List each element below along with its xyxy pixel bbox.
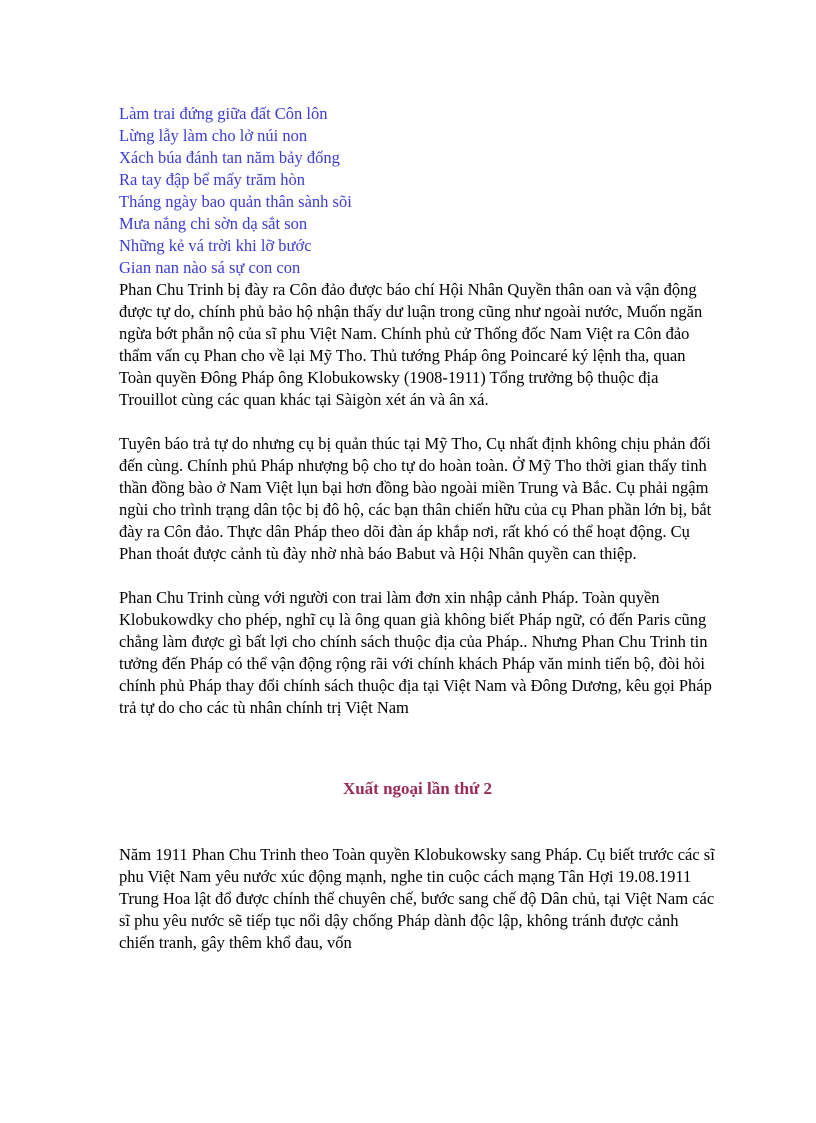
poem	[119, 103, 716, 279]
section-paragraph: Năm 1911 Phan Chu Trinh theo Toàn quyền Klobukowsky sang Pháp. Cụ biết trước các sĩ phu Việt Nam yêu nước xúc động mạnh, nghe tin cuộc cách mạng Tân Hợi 19.08.1911 Trung Hoa lật đổ được chính thể chuyên chế, bước sang chế độ Dân chủ, tại Việt Nam các sĩ phu yêu nước sẽ tiếp tục nổi dậy chống Pháp dành độc lập, không tránh được cảnh chiến tranh, gây thêm khổ đau, vốn	[119, 845, 715, 952]
poem-line: Xách búa đánh tan năm bảy đống	[119, 148, 340, 167]
section-heading: Xuất ngoại lần thứ 2	[342, 779, 493, 798]
paragraph: Tuyên báo trả tự do nhưng cụ bị quản thúc tại Mỹ Tho, Cụ nhất định không chịu phản đối đến cùng. Chính phủ Pháp nhượng bộ cho tự do hoàn toàn. Ở Mỹ Tho thời gian thấy tinh thần đồng bào ở Nam Việt lụn bại hơn đồng bào ngoài miền Trung và Bắc. Cụ phải ngậm ngùi cho trình trạng dân tộc bị đô hộ, các bạn thân chiến hữu của cụ Phan phần lớn bị, bắt đày ra Côn đảo. Thực dân Pháp theo dõi đàn áp khắp nơi, rất khó có thể hoạt động. Cụ Phan thoát được cảnh tù đày nhờ nhà báo Babut và Hội Nhân quyền can thiệp.	[119, 434, 712, 563]
poem-line: Mưa nắng chi sờn dạ sắt son	[119, 214, 308, 233]
paragraph: Phan Chu Trinh cùng với người con trai làm đơn xin nhập cảnh Pháp. Toàn quyền Klobukowdky cho phép, nghĩ cụ là ông quan già không biết Pháp ngữ, có đến Paris cũng chẳng làm được gì bất lợi cho chính sách thuộc địa của Pháp.. Nhưng Phan Chu Trinh tin tưởng đến Pháp có thể vận động rộng rãi với chính khách Pháp văn minh tiến bộ, đòi hỏi chính phủ Pháp thay đổi chính sách thuộc địa tại Việt Nam và Đông Dương, kêu gọi Pháp trả tự do cho các tù nhân chính trị Việt Nam	[119, 588, 712, 717]
poem-line: Ra tay đập bể mấy trăm hòn	[119, 170, 306, 189]
poem-line: Làm trai đứng giữa đất Côn lôn	[119, 104, 328, 123]
poem-line: Lừng lẫy làm cho lở núi non	[119, 126, 308, 145]
poem-line: Gian nan nào sá sự con con	[119, 258, 301, 277]
poem-line: Những kẻ vá trời khi lỡ bước	[119, 236, 312, 255]
poem-line: Tháng ngày bao quản thân sành sõi	[119, 192, 352, 211]
paragraph: Phan Chu Trinh bị đày ra Côn đảo được báo chí Hội Nhân Quyền thân oan và vận động được tự do, chính phủ bảo hộ nhận thấy dư luận trong cũng như ngoài nước, Muốn ngăn ngừa bớt phẫn nộ của sĩ phu Việt Nam. Chính phủ cử Thống đốc Nam Việt ra Côn đảo thẩm vấn cụ Phan cho về lại Mỹ Tho. Thủ tướng Pháp ông Poincaré ký lệnh tha, quan Toàn quyền Đông Pháp ông Klobukowsky (1908-1911) Tổng trưởng bộ thuộc địa Trouillot cùng các quan khác tại Sàigòn xét án và ân xá.	[119, 280, 703, 409]
